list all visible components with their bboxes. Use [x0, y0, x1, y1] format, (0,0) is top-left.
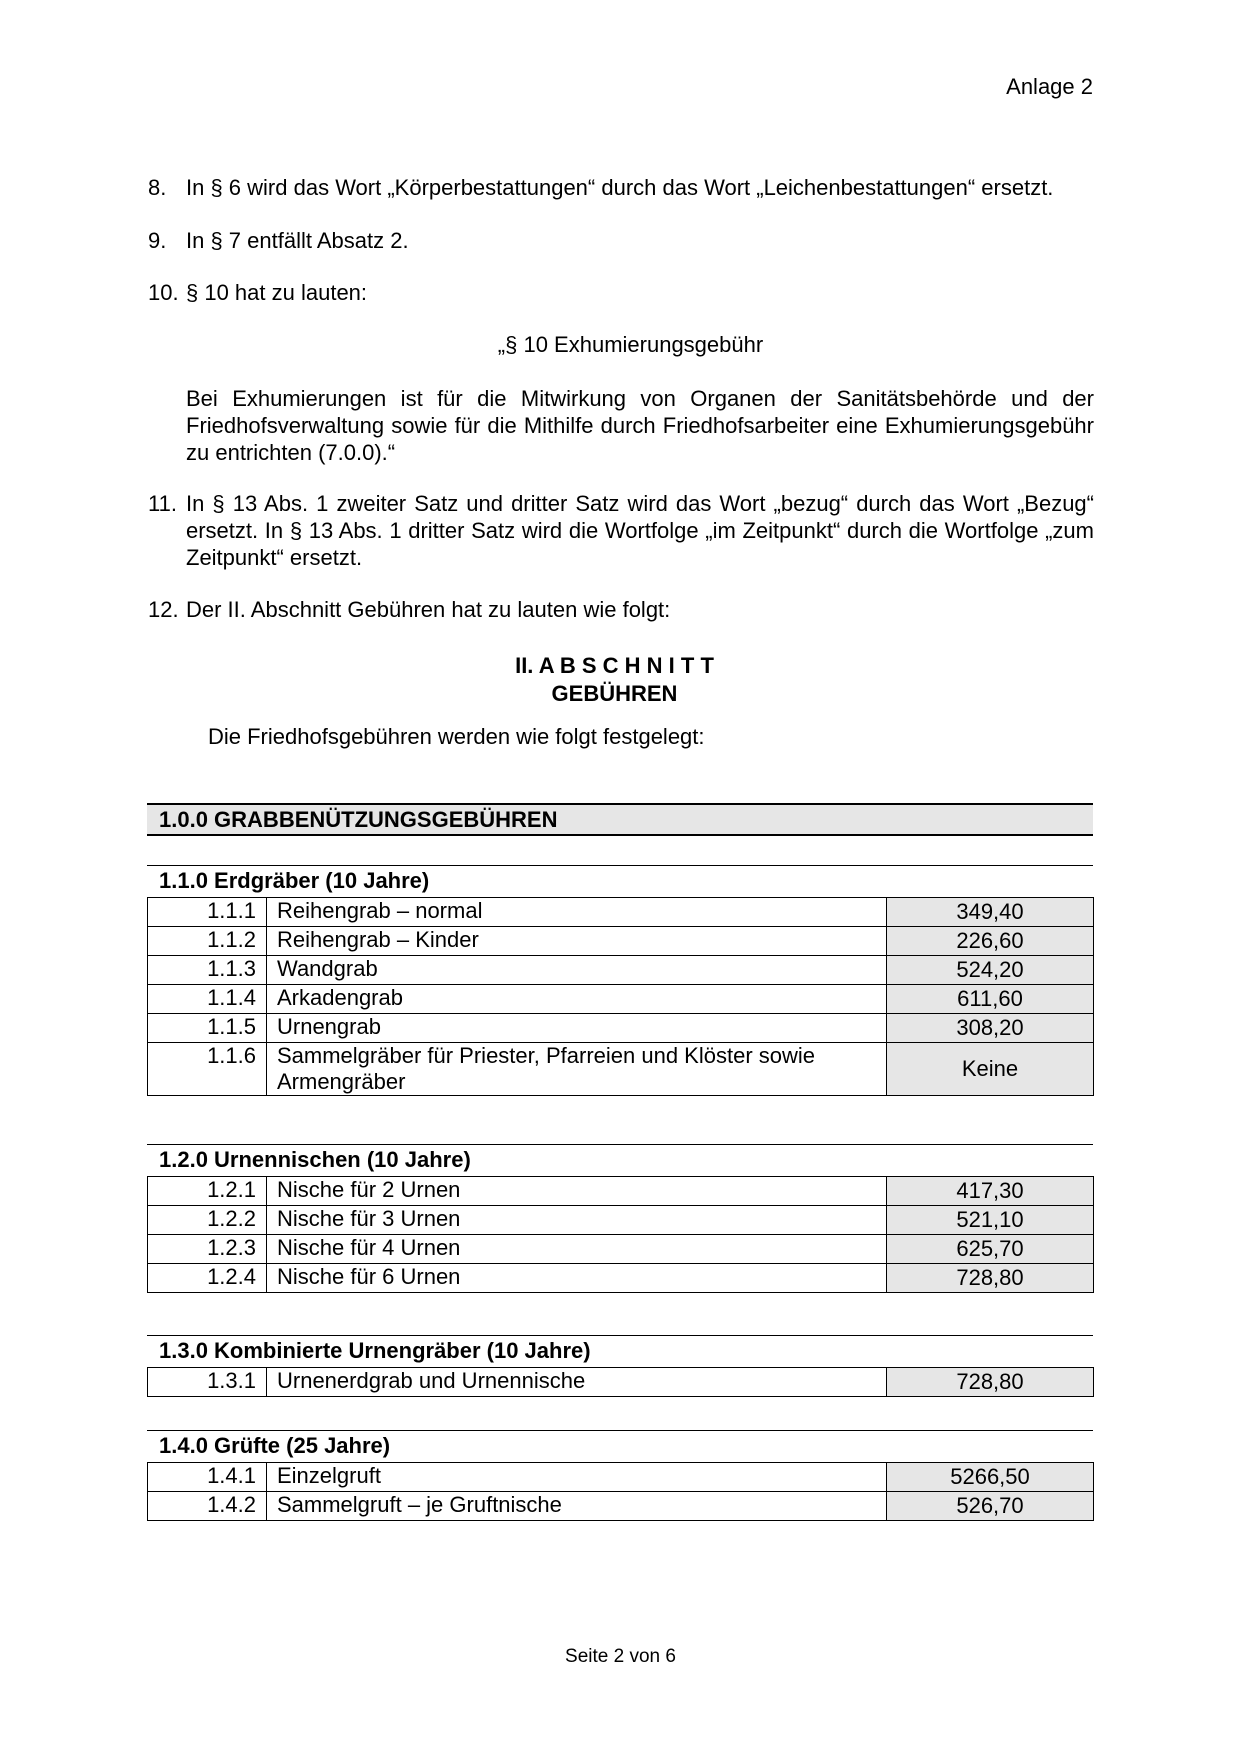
annex-label: Anlage 2 [1006, 74, 1093, 99]
fee-label: Nische für 3 Urnen [267, 1206, 887, 1235]
list-item [148, 490, 1094, 571]
fee-value: 417,30 [887, 1177, 1094, 1206]
table-row [148, 1264, 1094, 1293]
fee-value: 611,60 [887, 985, 1094, 1014]
item-text: In § 13 Abs. 1 zweiter Satz und dritter Satz wird das Wort „bezug“ durch das Wort „Bezug“ ersetzt. In § 13 Abs. 1 dritter Satz wird die Wortfolge „im Zeitpunkt“ durch die Wortfolge „zum Zeitpunkt“ ersetzt. [186, 491, 1094, 570]
table-row [148, 1368, 1094, 1397]
table-row [148, 1177, 1094, 1206]
item-text: § 10 hat zu lauten: [186, 280, 368, 305]
item-number: 9. [148, 228, 167, 253]
item-number: 11. [148, 491, 177, 516]
fee-value: 625,70 [887, 1235, 1094, 1264]
fee-label: Sammelgruft – je Gruftnische [267, 1492, 887, 1521]
fee-value: 5266,50 [887, 1463, 1094, 1492]
item-number: 8. [148, 175, 167, 200]
section-intro: Die Friedhofsgebühren werden wie folgt festgelegt: [208, 724, 705, 749]
paragraph-body: Bei Exhumierungen ist für die Mitwirkung von Organen der Sanitätsbehörde und der Friedhofsverwaltung sowie für die Mithilfe durch Friedhofsarbeiter eine Exhumierungsgebühr zu entrichten (7.0.0).“ [186, 386, 1094, 465]
fee-value: 728,80 [887, 1368, 1094, 1397]
fee-number: 1.2.1 [148, 1177, 267, 1206]
list-item [148, 227, 1094, 254]
table-row [148, 927, 1094, 956]
paragraph-heading: „§ 10 Exhumierungsgebühr [497, 332, 764, 357]
fee-label: Urnenerdgrab und Urnennische [267, 1368, 887, 1397]
list-item [148, 174, 1094, 201]
fee-number: 1.1.5 [148, 1014, 267, 1043]
item-text: In § 6 wird das Wort „Körperbestattungen“ durch das Wort „Leichenbestattungen“ ersetzt. [186, 175, 1054, 200]
table-row [148, 1206, 1094, 1235]
fee-label: Sammelgräber für Priester, Pfarreien und Klöster sowie Armengräber [267, 1043, 887, 1096]
list-item [148, 279, 1094, 306]
fee-group-title: 1.3.0 Kombinierte Urnengräber (10 Jahre) [147, 1335, 1093, 1366]
fee-label: Urnengrab [267, 1014, 887, 1043]
fee-label: Reihengrab – Kinder [267, 927, 887, 956]
table-row [148, 1043, 1094, 1096]
fee-number: 1.3.1 [148, 1368, 267, 1397]
fee-label: Nische für 2 Urnen [267, 1177, 887, 1206]
fee-number: 1.1.3 [148, 956, 267, 985]
section-title: II. A B S C H N I T T [515, 653, 714, 678]
table-row [148, 1463, 1094, 1492]
item-number: 10. [148, 280, 179, 305]
fee-label: Nische für 6 Urnen [267, 1264, 887, 1293]
fee-table [147, 1462, 1094, 1521]
fee-label: Einzelgruft [267, 1463, 887, 1492]
table-row [148, 898, 1094, 927]
page-number: Seite 2 von 6 [565, 1646, 676, 1667]
item-text: Der II. Abschnitt Gebühren hat zu lauten wie folgt: [186, 597, 671, 622]
fee-group-title: 1.4.0 Grüfte (25 Jahre) [147, 1430, 1093, 1461]
main-fee-header: 1.0.0 GRABBENÜTZUNGSGEBÜHREN [147, 803, 1093, 836]
fee-label: Nische für 4 Urnen [267, 1235, 887, 1264]
fee-table [147, 1176, 1094, 1293]
fee-label: Reihengrab – normal [267, 898, 887, 927]
table-row [148, 956, 1094, 985]
table-row [148, 1235, 1094, 1264]
fee-group-title: 1.1.0 Erdgräber (10 Jahre) [147, 865, 1093, 896]
fee-number: 1.2.3 [148, 1235, 267, 1264]
item-number: 12. [148, 597, 179, 622]
fee-value: 308,20 [887, 1014, 1094, 1043]
item-text: In § 7 entfällt Absatz 2. [186, 228, 409, 253]
fee-value: Keine [887, 1043, 1094, 1096]
fee-value: 521,10 [887, 1206, 1094, 1235]
fee-number: 1.1.1 [148, 898, 267, 927]
fee-value: 728,80 [887, 1264, 1094, 1293]
fee-number: 1.1.6 [148, 1043, 267, 1096]
fee-number: 1.1.4 [148, 985, 267, 1014]
table-row [148, 985, 1094, 1014]
fee-number: 1.1.2 [148, 927, 267, 956]
paragraph-text [148, 385, 1094, 466]
table-row [148, 1014, 1094, 1043]
fee-number: 1.2.4 [148, 1264, 267, 1293]
list-item [148, 596, 1094, 623]
fee-group-title: 1.2.0 Urnennischen (10 Jahre) [147, 1144, 1093, 1175]
fee-value: 226,60 [887, 927, 1094, 956]
fee-label: Arkadengrab [267, 985, 887, 1014]
fee-label: Wandgrab [267, 956, 887, 985]
table-row [148, 1492, 1094, 1521]
section-subtitle: GEBÜHREN [551, 681, 678, 706]
fee-number: 1.4.1 [148, 1463, 267, 1492]
fee-value: 524,20 [887, 956, 1094, 985]
fee-value: 526,70 [887, 1492, 1094, 1521]
fee-table [147, 1367, 1094, 1397]
fee-number: 1.2.2 [148, 1206, 267, 1235]
fee-value: 349,40 [887, 898, 1094, 927]
fee-table [147, 897, 1094, 1096]
fee-number: 1.4.2 [148, 1492, 267, 1521]
